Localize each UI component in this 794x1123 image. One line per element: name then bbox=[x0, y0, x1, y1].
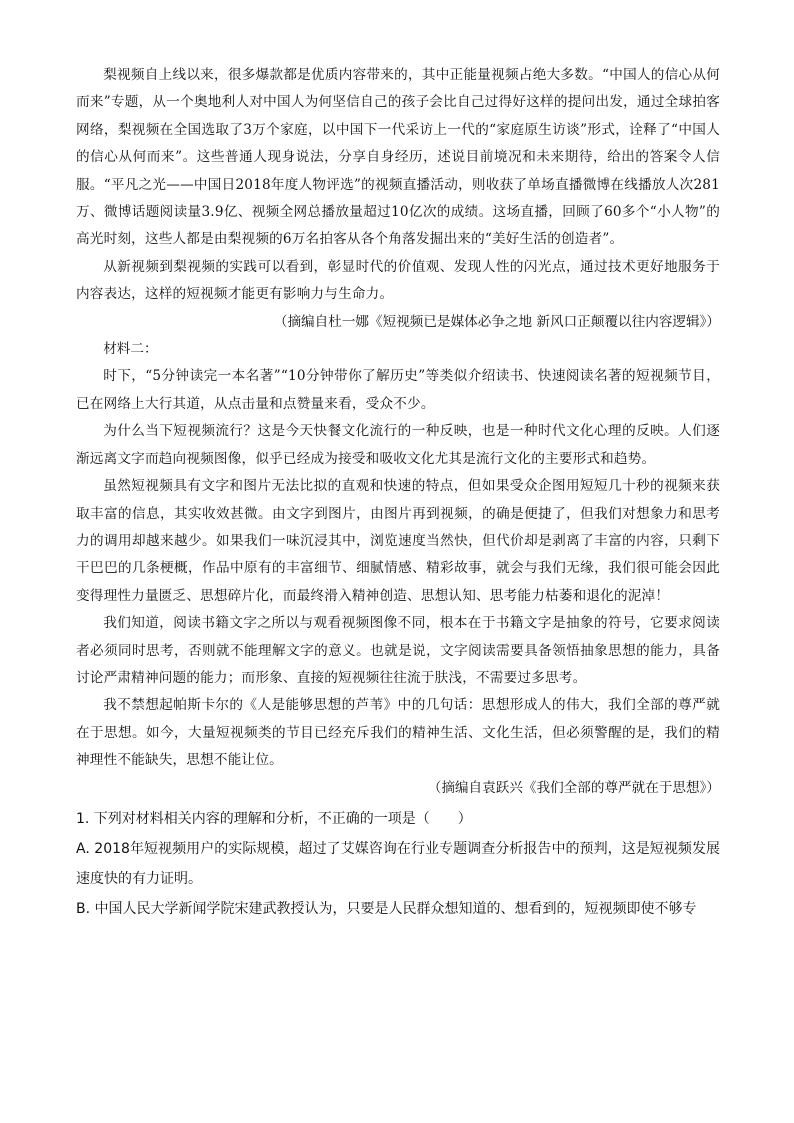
material-one-paragraph-2: 从新视频到梨视频的实践可以看到，彰显时代的价值观、发现人性的闪光点，通过技术更好地服务于内容表达，这样的短视频才能更有影响力与生命力。 bbox=[76, 258, 720, 303]
question-one-section bbox=[76, 804, 720, 924]
question-one-stem: 1. 下列对材料相关内容的理解和分析，不正确的一项是（ ） bbox=[76, 810, 472, 827]
material-one-source: （摘编自杜一娜《短视频已是媒体必争之地 新风口正颠覆以往内容逻辑》） bbox=[273, 313, 720, 330]
material-two-source: （摘编自袁跃兴《我们全部的尊严就在于思想》） bbox=[427, 779, 720, 796]
material-two-paragraph-2: 为什么当下短视频流行？这是今天快餐文化流行的一种反映，也是一种时代文化心理的反映。人们逐渐远离文字而趋向视频图像，似乎已经成为接受和吸收文化尤其是流行文化的主要形式和趋势。 bbox=[76, 423, 720, 467]
material-two-paragraph-4: 我们知道，阅读书籍文字之所以与观看视频图像不同，根本在于书籍文字是抽象的符号，它要求阅读者必须同时思考，否则就不能理解文字的意义。也就是说，文字阅读需要具备领悟抽象思想的能力，具备讨论严肃精神问题的能力；而形象、直接的短视频往往流于肤浅，不需要过多思考。 bbox=[76, 615, 720, 686]
material-one-paragraph-1: 梨视频自上线以来，很多爆款都是优质内容带来的，其中正能量视频占绝大多数。“中国人的信心从何而来”专题，从一个奥地利人对中国人为何坚信自己的孩子会比自己过得好这样的提问出发，通过全球拍客网络，梨视频在全国选取了3万个家庭，以中国下一代采访上一代的“家庭原生访谈”形式，诠释了“中国人的信心从何而来”。这些普通人现身说法，分享自身经历，述说目前境况和未来期待，给出的答案令人信服。“平凡之光——中国日2018年度人物评选”的视频直播活动，则收获了单场直播微博在线播放人次281万、微博话题阅读量3.9亿、视频全网总播放量超过10亿次的成绩。这场直播，回顾了60多个“小人物”的高光时刻，这些人都是由梨视频的6万名拍客从各个角落发掘出来的“美好生活的创造者”。 bbox=[76, 67, 720, 248]
material-two-section bbox=[76, 336, 720, 802]
material-two-label: 材料二： bbox=[103, 341, 158, 358]
document-page bbox=[76, 62, 720, 924]
question-one-option-a[interactable]: A. 2018年短视频用户的实际规模，超过了艾媒咨询在行业专题调查分析报告中的预判，这是短视频发展速度快的有力证明。 bbox=[76, 840, 720, 887]
material-one-section bbox=[76, 62, 720, 336]
question-one-option-b[interactable]: B. 中国人民大学新闻学院宋建武教授认为，只要是人民群众想知道的、想看到的，短视频即使不够专 bbox=[76, 900, 697, 917]
material-two-paragraph-1: 时下，“5分钟读完一本名著”“10分钟带你了解历史”等类似介绍读书、快速阅读名著的短视频节目，已在网络上大行其道，从点击量和点赞量来看，受众不少。 bbox=[76, 368, 720, 412]
material-two-paragraph-5: 我不禁想起帕斯卡尔的《人是能够思想的芦苇》中的几句话：思想形成人的伟大，我们全部的尊严就在于思想。如今，大量短视频类的节目已经充斥我们的精神生活、文化生活，但必须警醒的是，我们的精神理性不能缺失，思想不能让位。 bbox=[76, 697, 720, 769]
material-two-paragraph-3: 虽然短视频具有文字和图片无法比拟的直观和快速的特点，但如果受众企图用短短几十秒的视频来获取丰富的信息，其实收效甚微。由文字到图片，由图片再到视频，的确是便捷了，但我们对想象力和思考力的调用却越来越少。如果我们一味沉浸其中，浏览速度当然快，但代价却是剥离了丰富的内容，只剩下干巴巴的几条梗概，作品中原有的丰富细节、细腻情感、精彩故事，就会与我们无缘，我们很可能会因此变得理性力量匮乏、思想碎片化，而最终滑入精神创造、思想认知、思考能力枯萎和退化的泥淖！ bbox=[76, 478, 720, 604]
